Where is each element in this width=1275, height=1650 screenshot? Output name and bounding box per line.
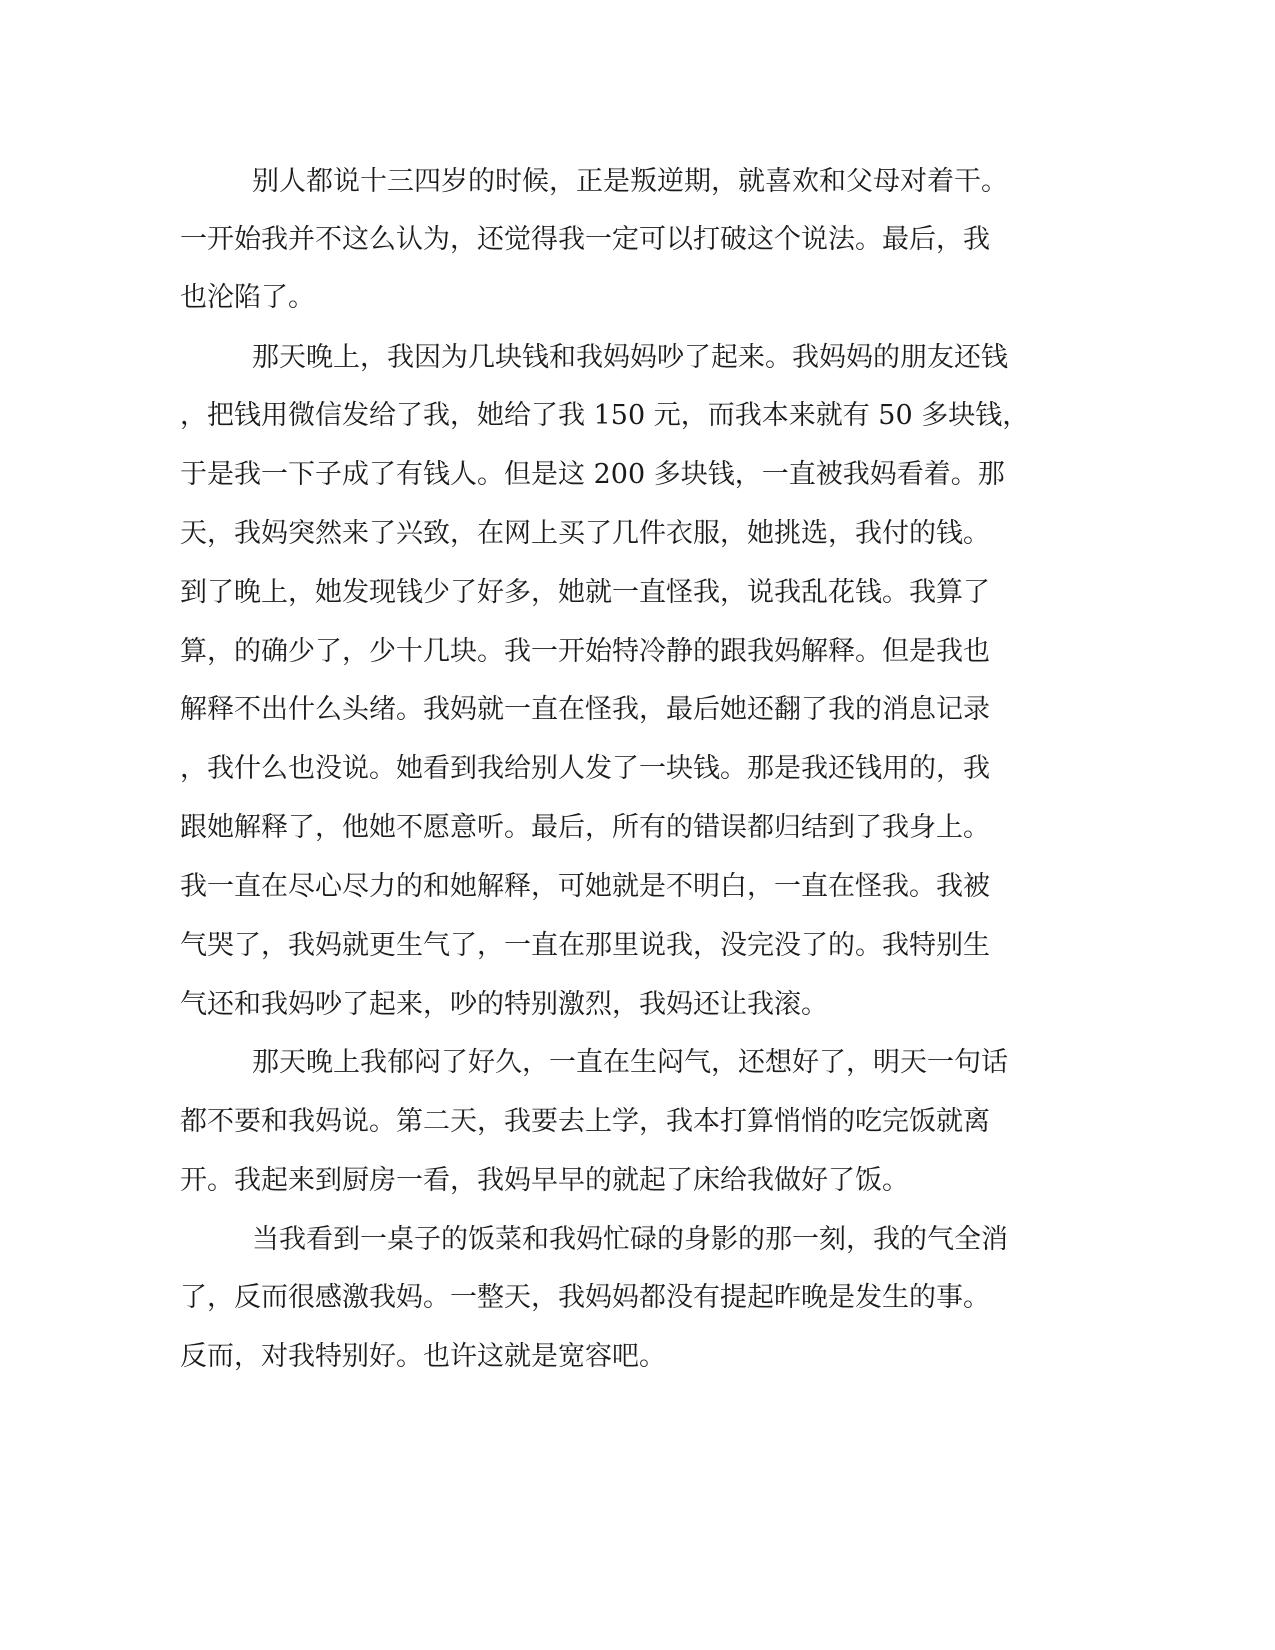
text-line-content: 反而，对我特别好。也许这就是宽容吧。	[180, 1341, 666, 1372]
text-line	[0, 808, 1275, 848]
text-line-content: 都不要和我妈说。第二天，我要去上学，我本打算悄悄的吃完饭就离	[180, 1106, 990, 1137]
text-line	[0, 220, 1275, 260]
text-line	[0, 162, 1275, 202]
text-line	[0, 690, 1275, 730]
text-line	[0, 985, 1275, 1025]
text-line-content: 那天晚上我郁闷了好久，一直在生闷气，还想好了，明天一句话	[252, 1047, 1008, 1078]
text-line	[0, 1102, 1275, 1142]
text-line	[0, 573, 1275, 613]
text-line	[0, 926, 1275, 966]
text-line	[0, 396, 1275, 436]
text-line-content: 那天晚上，我因为几块钱和我妈妈吵了起来。我妈妈的朋友还钱	[252, 342, 1008, 373]
text-line-content: 当我看到一桌子的饭菜和我妈忙碌的身影的那一刻，我的气全消	[252, 1224, 1008, 1255]
text-line-content: 我一直在尽心尽力的和她解释，可她就是不明白，一直在怪我。我被	[180, 871, 990, 902]
text-line-content: 解释不出什么头绪。我妈就一直在怪我，最后她还翻了我的消息记录	[180, 694, 990, 725]
text-line-content: 也沦陷了。	[180, 282, 315, 313]
text-line-content: 到了晚上，她发现钱少了好多，她就一直怪我，说我乱花钱。我算了	[180, 577, 990, 608]
text-line-content: 于是我一下子成了有钱人。但是这 200 多块钱，一直被我妈看着。那	[180, 459, 1005, 490]
text-line	[0, 1278, 1275, 1318]
text-line-content: 气还和我妈吵了起来，吵的特别激烈，我妈还让我滚。	[180, 989, 828, 1020]
text-line	[0, 1337, 1275, 1377]
text-line-content: 天，我妈突然来了兴致，在网上买了几件衣服，她挑选，我付的钱。	[180, 518, 990, 549]
text-line	[0, 1043, 1275, 1083]
text-line	[0, 867, 1275, 907]
text-line	[0, 338, 1275, 378]
text-line-content: 别人都说十三四岁的时候，正是叛逆期，就喜欢和父母对着干。	[252, 166, 1008, 197]
text-line	[0, 514, 1275, 554]
text-line	[0, 749, 1275, 789]
text-line-content: 一开始我并不这么认为，还觉得我一定可以打破这个说法。最后，我	[180, 224, 990, 255]
text-line	[0, 1220, 1275, 1260]
text-line	[0, 632, 1275, 672]
text-line-content: 了，反而很感激我妈。一整天，我妈妈都没有提起昨晚是发生的事。	[180, 1282, 990, 1313]
text-line	[0, 278, 1275, 318]
text-line-content: ，把钱用微信发给了我，她给了我 150 元，而我本来就有 50 多块钱，	[180, 400, 1030, 431]
text-line	[0, 455, 1275, 495]
text-line-content: 跟她解释了，他她不愿意听。最后，所有的错误都归结到了我身上。	[180, 812, 990, 843]
text-line-content: 算，的确少了，少十几块。我一开始特冷静的跟我妈解释。但是我也	[180, 636, 990, 667]
text-line-content: 气哭了，我妈就更生气了，一直在那里说我，没完没了的。我特别生	[180, 930, 990, 961]
text-line	[0, 1161, 1275, 1201]
text-line-content: 开。我起来到厨房一看，我妈早早的就起了床给我做好了饭。	[180, 1165, 909, 1196]
text-line-content: ，我什么也没说。她看到我给别人发了一块钱。那是我还钱用的，我	[180, 753, 990, 784]
